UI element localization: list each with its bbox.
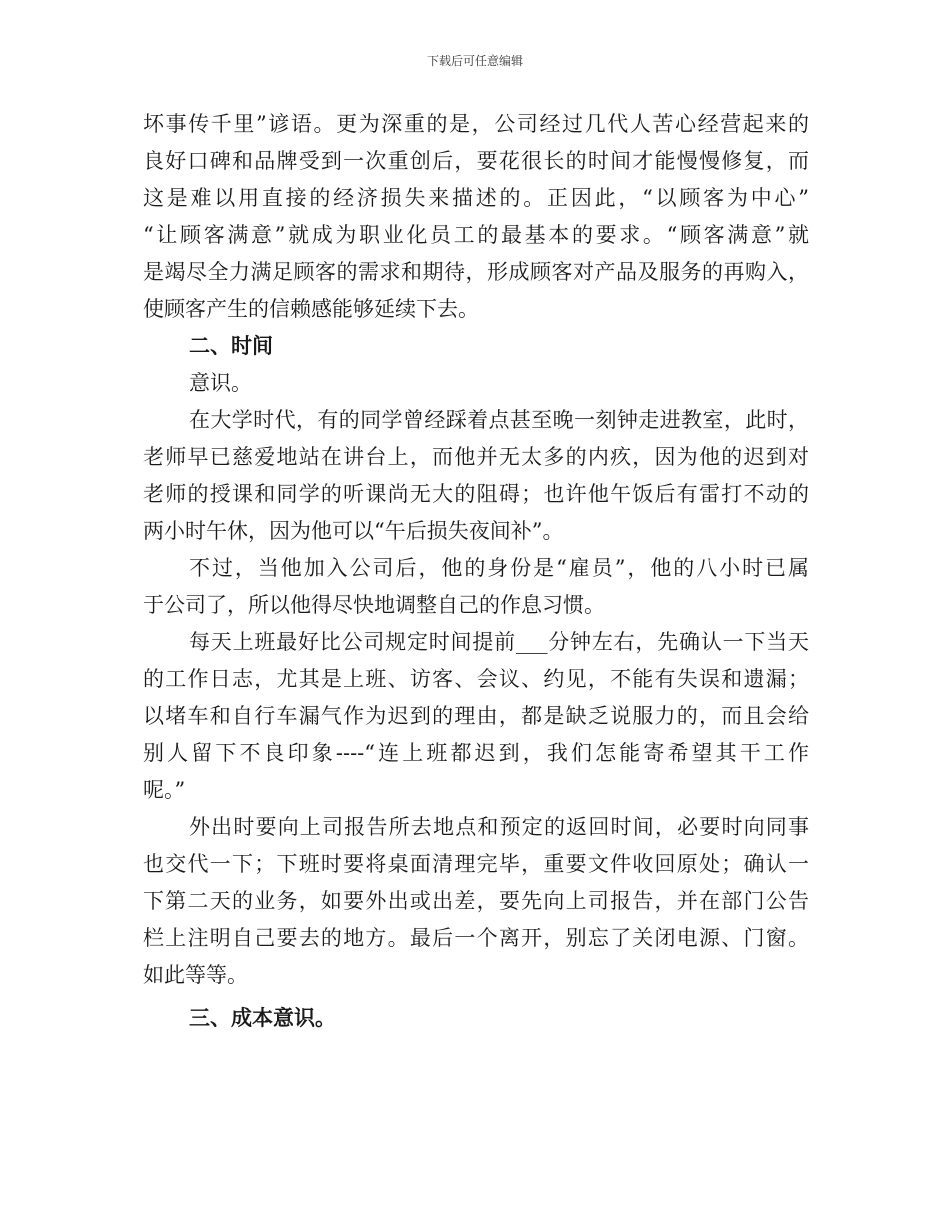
text-line: 以堵车和自行车漏气作为迟到的理由，都是缺乏说服力的，而且会给 (143, 704, 809, 728)
section-heading-time: 二、时间 (189, 334, 273, 358)
text-line: 在大学时代，有的同学曾经踩着点甚至晚一刻钟走进教室，此时， (189, 408, 809, 432)
text-line: 使顾客产生的信赖感能够延续下去。 (143, 297, 479, 321)
text-line: 良好口碑和品牌受到一次重创后，要花很长的时间才能慢慢修复，而 (143, 149, 809, 173)
text-line: 两小时午休，因为他可以“午后损失夜间补”。 (143, 519, 564, 543)
document-body (143, 106, 809, 1037)
text-line: 不过，当他加入公司后，他的身份是“雇员”，他的八小时已属 (189, 556, 809, 580)
text-line: 于公司了，所以他得尽快地调整自己的作息习惯。 (143, 593, 605, 617)
section-heading-cost: 三、成本意识。 (189, 1006, 336, 1030)
text-line: 老师的授课和同学的听课尚无大的阻碍；也许他午饭后有雷打不动的 (143, 482, 809, 506)
text-line: 意识。 (189, 371, 252, 395)
paragraph-customer-satisfaction (143, 106, 809, 328)
text-line: “让顾客满意”就成为职业化员工的最基本的要求。“顾客满意”就 (143, 223, 809, 247)
text-line: 下第二天的业务，如要外出或出差，要先向上司报告，并在部门公告 (143, 889, 809, 913)
text-line: 老师早已慈爱地站在讲台上，而他并无太多的内疚，因为他的迟到对 (143, 445, 809, 469)
text-line: 呢。” (143, 778, 186, 802)
text-line: 也交代一下；下班时要将桌面清理完毕，重要文件收回原处；确认一 (143, 852, 809, 876)
paragraph-daily-arrival (143, 624, 809, 809)
text-line: 外出时要向上司报告所去地点和预定的返回时间，必要时向同事 (189, 815, 809, 839)
text-line: 如此等等。 (143, 963, 248, 987)
text-line: 是竭尽全力满足顾客的需求和期待，形成顾客对产品及服务的再购入， (143, 260, 809, 284)
text-line: 这是难以用直接的经济损失来描述的。正因此，“以顾客为中心” (143, 186, 809, 210)
text-line: 别人留下不良印象----“连上班都迟到，我们怎能寄希望其干工作 (143, 741, 809, 765)
page-header-note: 下载后可任意编辑 (426, 54, 523, 68)
paragraph-college (143, 402, 809, 550)
text-line: 坏事传千里”谚语。更为深重的是，公司经过几代人苦心经营起来的 (143, 112, 809, 136)
text-line: 每天上班最好比公司规定时间提前___分钟左右，先确认一下当天 (189, 630, 809, 654)
text-line: 的工作日志，尤其是上班、访客、会议、约见，不能有失误和遗漏； (143, 667, 809, 691)
paragraph-going-out (143, 809, 809, 994)
paragraph-employee (143, 550, 809, 624)
text-line: 栏上注明自己要去的地方。最后一个离开，别忘了关闭电源、门窗。 (143, 926, 809, 950)
